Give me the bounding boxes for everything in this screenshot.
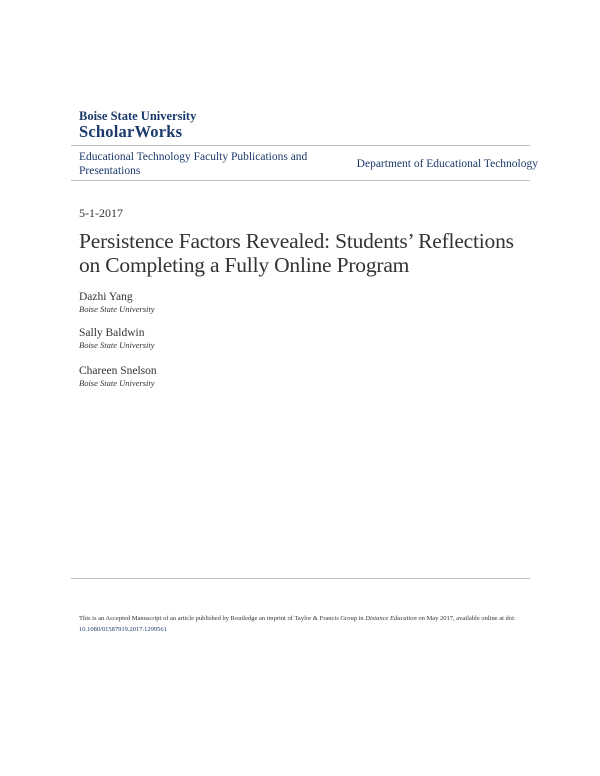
scholarworks-logo-text[interactable]: ScholarWorks xyxy=(79,122,183,141)
university-name[interactable]: Boise State University xyxy=(79,109,197,123)
author-affiliation: Boise State University xyxy=(79,340,155,350)
author-block xyxy=(79,326,155,351)
author-affiliation: Boise State University xyxy=(79,304,155,314)
publication-date: 5-1-2017 xyxy=(79,206,123,220)
author-block xyxy=(79,364,157,389)
author-name[interactable]: Dazhi Yang xyxy=(79,291,133,303)
author-affiliation: Boise State University xyxy=(79,378,155,388)
department-link[interactable]: Department of Educational Technology xyxy=(356,158,538,170)
author-name[interactable]: Sally Baldwin xyxy=(79,327,145,339)
publication-note xyxy=(79,613,529,635)
top-divider xyxy=(71,145,530,146)
series-link[interactable]: Educational Technology Faculty Publications and Presentations xyxy=(79,151,308,177)
note-text: This is an Accepted Manuscript of an article published by Routledge an imprint of Taylor & Francis Group in xyxy=(79,615,366,622)
author-name[interactable]: Chareen Snelson xyxy=(79,365,157,377)
doi-link[interactable]: 10.1080/01587919.2017.1299561 xyxy=(79,626,167,633)
article-title: Persistence Factors Revealed: Students’ Reflections on Completing a Fully Online Program xyxy=(79,229,514,277)
author-block xyxy=(79,290,155,315)
header-divider xyxy=(71,180,530,181)
note-text-continued: on May 2017, available online at doi: xyxy=(416,615,516,622)
repository-brand[interactable] xyxy=(79,109,196,141)
journal-name: Distance Education xyxy=(365,615,417,622)
footer-divider xyxy=(71,578,530,579)
